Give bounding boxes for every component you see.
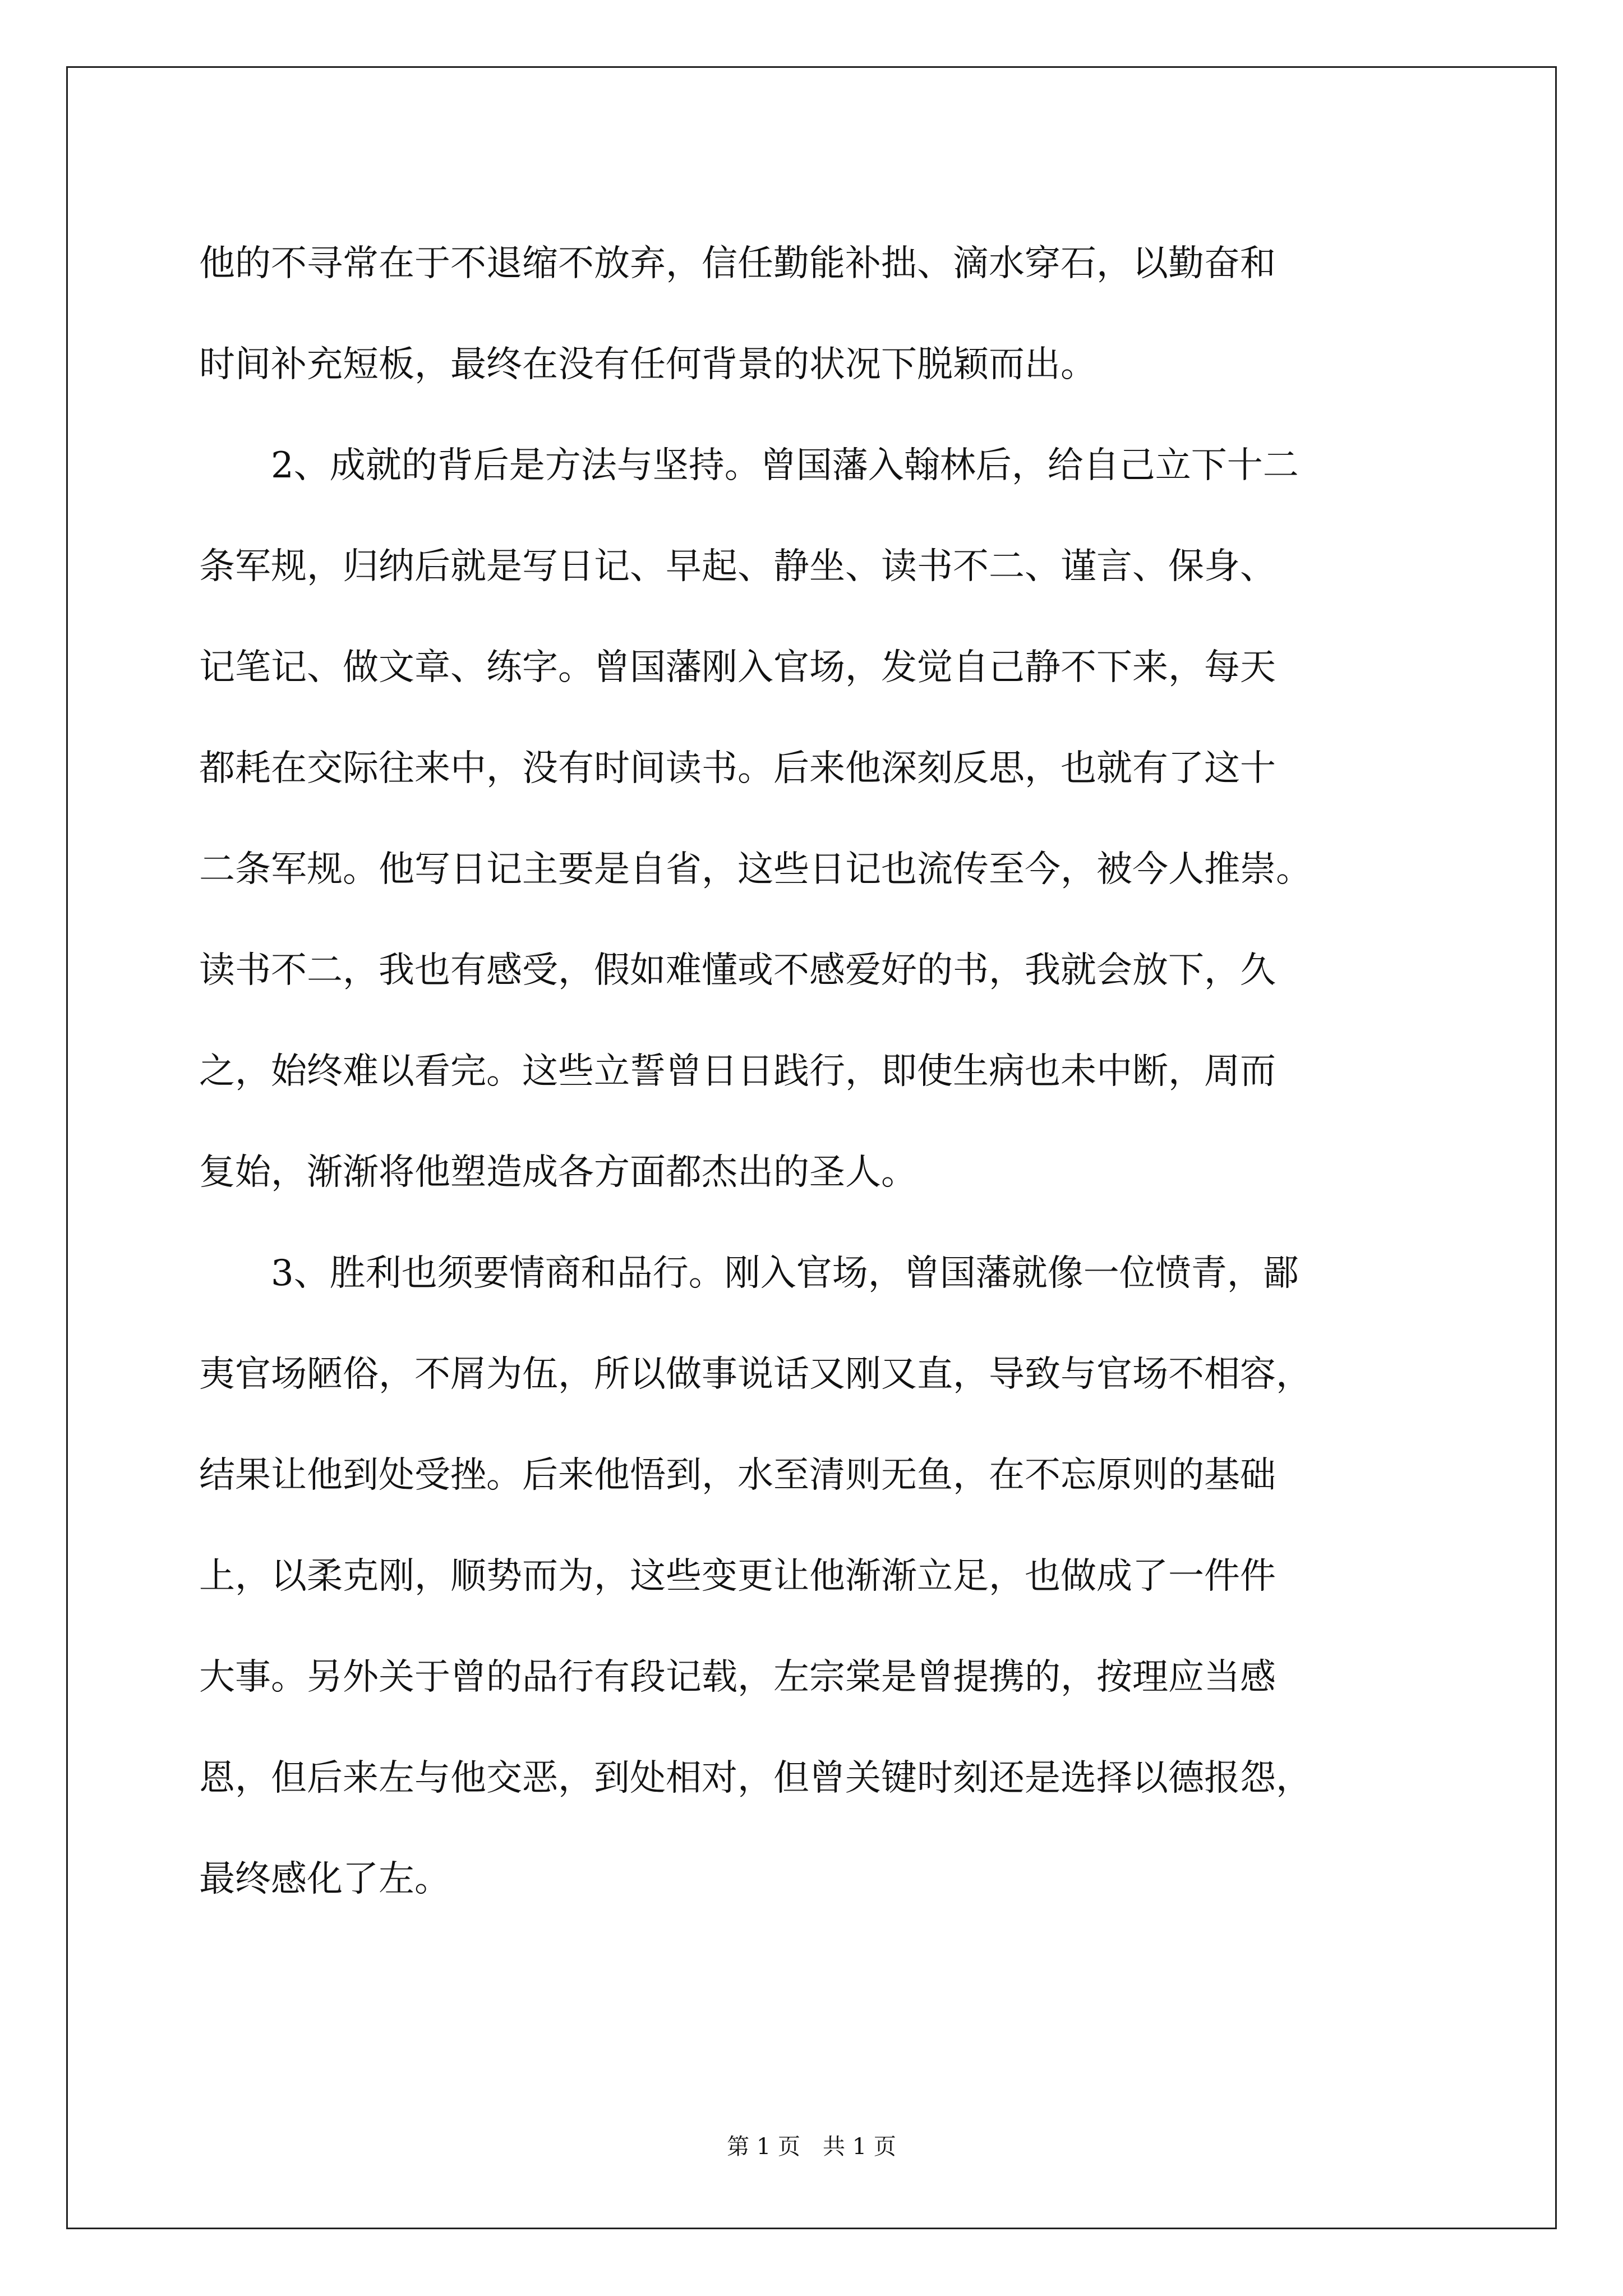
text-line: 上，以柔克刚，顺势而为，这些变更让他渐渐立足，也做成了一件件 xyxy=(199,1556,1276,1597)
paragraph-start-line: 2、成就的背后是方法与坚持。曾国藩入翰林后，给自己立下十二 xyxy=(199,445,1299,486)
text-line: 都耗在交际往来中，没有时间读书。后来他深刻反思，也就有了这十 xyxy=(199,748,1276,789)
text-line: 时间补充短板，最终在没有任何背景的状况下脱颖而出。 xyxy=(199,344,1096,385)
text-line: 夷官场陋俗，不屑为伍，所以做事说话又刚又直，导致与官场不相容， xyxy=(199,1354,1312,1395)
text-line: 二条军规。他写日记主要是自省，这些日记也流传至今，被今人推崇。 xyxy=(199,849,1312,890)
text-line: 复始，渐渐将他塑造成各方面都杰出的圣人。 xyxy=(199,1152,917,1193)
text-line: 之，始终难以看完。这些立誓曾日日践行，即使生病也未中断，周而 xyxy=(199,1051,1276,1092)
page-number-footer: 第 1 页 共 1 页 xyxy=(727,2134,896,2160)
text-line: 大事。另外关于曾的品行有段记载，左宗棠是曾提携的，按理应当感 xyxy=(199,1657,1276,1698)
text-line: 读书不二，我也有感受，假如难懂或不感爱好的书，我就会放下，久 xyxy=(199,950,1276,991)
text-line: 记笔记、做文章、练字。曾国藩刚入官场，发觉自己静不下来，每天 xyxy=(199,647,1276,688)
text-line: 恩，但后来左与他交恶，到处相对，但曾关键时刻还是选择以德报怨， xyxy=(199,1757,1312,1799)
paragraph-start-line: 3、胜利也须要情商和品行。刚入官场，曾国藩就像一位愤青，鄙 xyxy=(199,1253,1299,1294)
text-line: 最终感化了左。 xyxy=(199,1858,450,1900)
document-body xyxy=(199,213,1438,1930)
text-line: 他的不寻常在于不退缩不放弃，信任勤能补拙、滴水穿石，以勤奋和 xyxy=(199,243,1276,284)
text-line: 条军规，归纳后就是写日记、早起、静坐、读书不二、谨言、保身、 xyxy=(199,546,1276,587)
text-line: 结果让他到处受挫。后来他悟到，水至清则无鱼，在不忘原则的基础 xyxy=(199,1455,1276,1496)
